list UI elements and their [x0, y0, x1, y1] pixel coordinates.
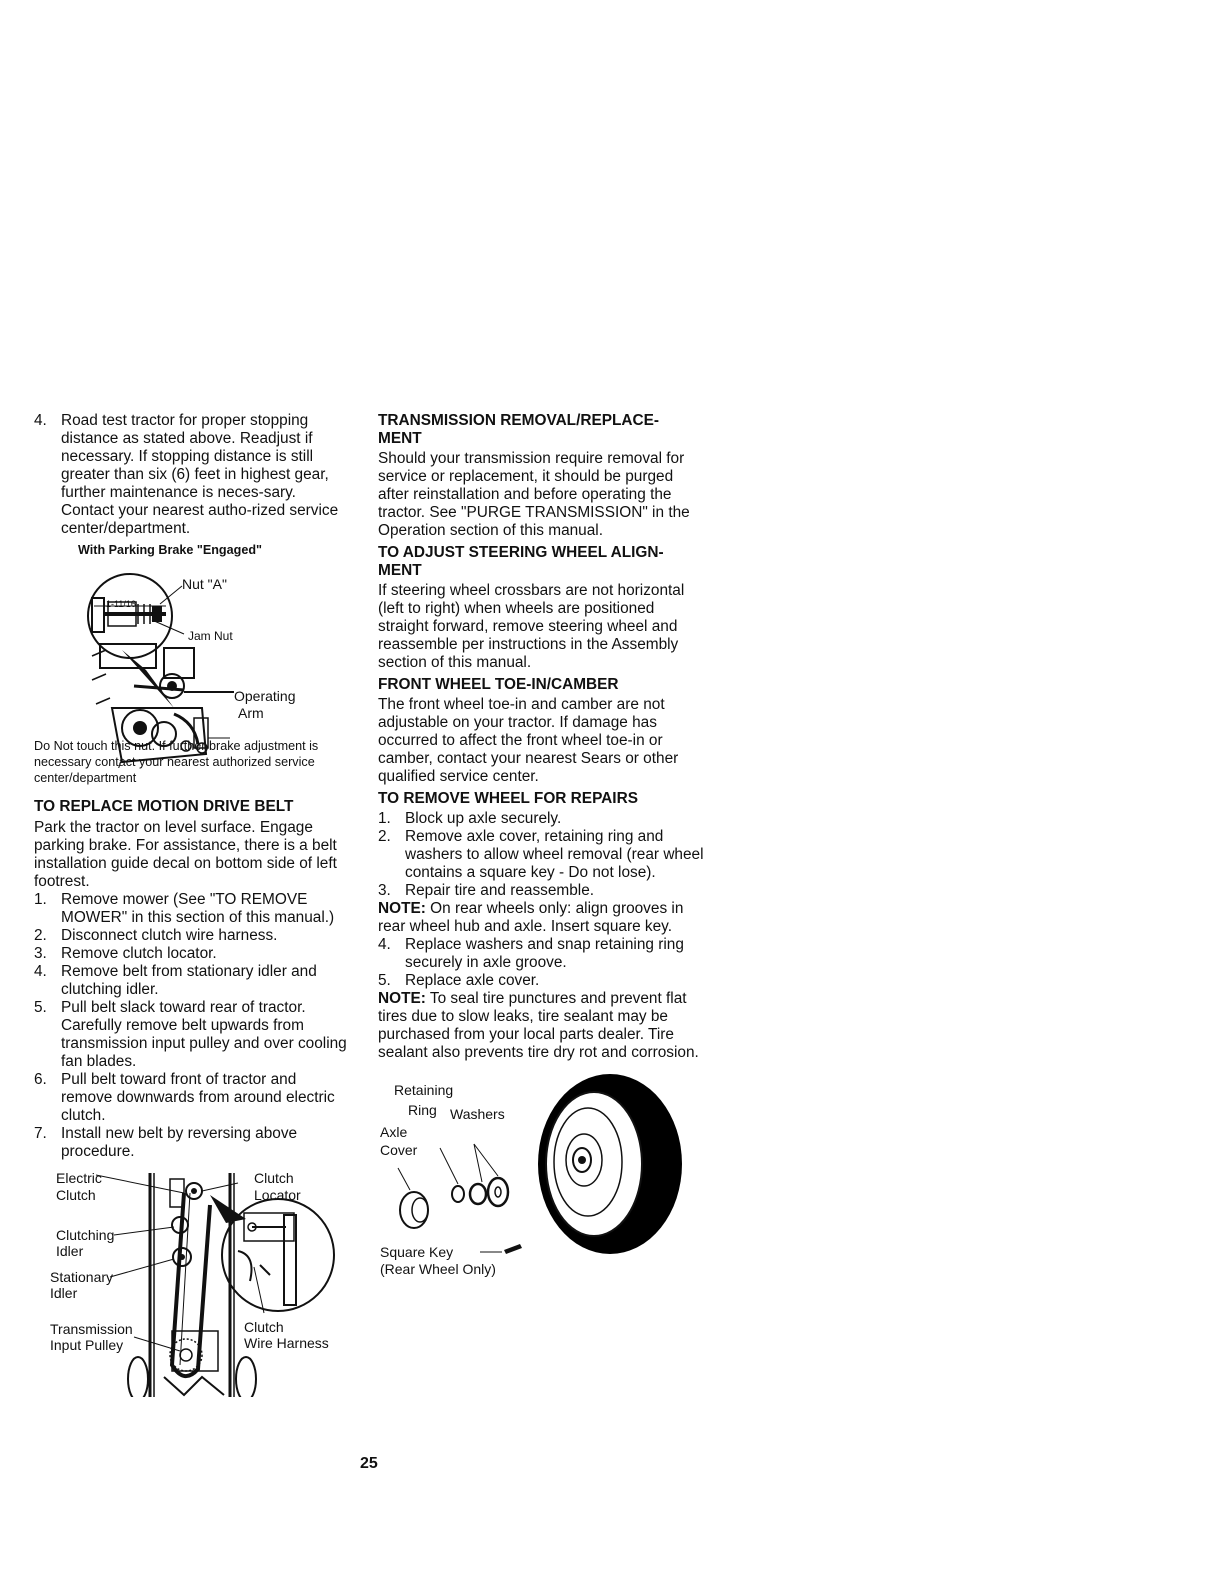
list-item: [34, 1071, 350, 1125]
section-intro: Park the tractor on level surface. Engage parking brake. For assistance, there is a belt installation guide decal on bottom side of left footrest.: [34, 819, 337, 890]
belt-steps: [34, 891, 350, 1161]
wheel-figure: [378, 1064, 704, 1277]
section-heading: FRONT WHEEL TOE-IN/CAMBER: [378, 676, 619, 693]
dimension-label: 1-11/16: [106, 599, 136, 609]
step-text: Block up axle securely.: [405, 810, 562, 827]
rear-wheel-only-label: (Rear Wheel Only): [380, 1261, 496, 1277]
brake-steps: [34, 412, 350, 538]
step-number: 3.: [378, 882, 391, 899]
list-item: [378, 936, 704, 972]
list-item: [378, 810, 704, 828]
stationary-label: Stationary: [50, 1269, 114, 1285]
wheel-steps: [378, 936, 704, 990]
section-heading: TO ADJUST STEERING WHEEL ALIGN-: [378, 544, 664, 561]
list-item: [34, 412, 350, 538]
step-text: Remove mower (See "TO REMOVE MOWER" in this section of this manual.): [61, 891, 335, 926]
step-text: Install new belt by reversing above procedure.: [61, 1125, 298, 1160]
figure-caption: With Parking Brake "Engaged": [78, 543, 262, 557]
list-item: [378, 972, 704, 990]
note-label: NOTE:: [378, 900, 426, 917]
input-pulley-label: Input Pulley: [50, 1337, 124, 1353]
right-column: [378, 412, 704, 1277]
note-text: On rear wheels only: align grooves in rear wheel hub and axle. Insert square key.: [378, 900, 684, 935]
list-item: [34, 927, 350, 945]
step-number: 3.: [34, 945, 47, 962]
list-item: [378, 882, 704, 900]
note-text: To seal tire punctures and prevent flat tires due to slow leaks, tire sealant may be purchased from your local parts dealer. Tire sealant also prevents tire dry rot and corrosion.: [378, 990, 699, 1061]
step-number: 2.: [378, 828, 391, 845]
clutching-idler-label: Idler: [56, 1243, 84, 1259]
stationary-idler-label: Idler: [50, 1285, 78, 1301]
step-text: Pull belt toward front of tractor and remove downwards from around electric clutch.: [61, 1071, 335, 1124]
cover-label: Cover: [380, 1142, 418, 1158]
brake-note: Do Not touch this nut. If further brake adjustment is necessary contact your nearest authorized service center/department: [34, 739, 319, 785]
ring-label: Ring: [408, 1102, 437, 1118]
brake-adjustment-figure: [34, 558, 350, 768]
page-number: 25: [360, 1455, 378, 1472]
step-number: 4.: [34, 963, 47, 980]
arm-label: Arm: [238, 705, 264, 721]
electric-label: Electric: [56, 1170, 102, 1186]
step-text: Disconnect clutch wire harness.: [61, 927, 278, 944]
retaining-label: Retaining: [394, 1082, 454, 1098]
step-number: 5.: [34, 999, 47, 1016]
note-paragraph: [378, 990, 704, 1062]
clutch-locator-label-1: Clutch: [254, 1170, 294, 1186]
clutching-label: Clutching: [56, 1227, 115, 1243]
section-heading-cont: MENT: [378, 430, 422, 447]
list-item: [34, 963, 350, 999]
step-number: 7.: [34, 1125, 47, 1142]
step-number: 2.: [34, 927, 47, 944]
wheel-steps: [378, 810, 704, 900]
step-text: Remove clutch locator.: [61, 945, 217, 962]
clutch-label: Clutch: [56, 1187, 96, 1203]
section-heading: TRANSMISSION REMOVAL/REPLACE-: [378, 412, 660, 429]
step-number: 4.: [34, 412, 47, 429]
clutch-wire-label-1: Clutch: [244, 1319, 284, 1335]
note-label: NOTE:: [378, 990, 426, 1007]
step-text: Pull belt slack toward rear of tractor. Carefully remove belt upwards from transmission input pulley and over cooling fan blades.: [61, 999, 347, 1070]
clutch-wire-label-2: Wire Harness: [244, 1335, 329, 1351]
clutch-locator-label-2: Locator: [254, 1187, 301, 1203]
belt-routing-figure: [34, 1165, 350, 1397]
step-text: Remove axle cover, retaining ring and washers to allow wheel removal (rear wheel contains a square key - Do not lose).: [405, 828, 704, 881]
note-paragraph: [378, 900, 704, 936]
washers-label: Washers: [450, 1106, 505, 1122]
list-item: [34, 891, 350, 927]
jam-nut-label: Jam Nut: [188, 629, 233, 643]
list-item: [378, 828, 704, 882]
step-text: Remove belt from stationary idler and clutching idler.: [61, 963, 317, 998]
left-column: [34, 412, 350, 1397]
step-text: Road test tractor for proper stopping distance as stated above. Readjust if necessary. If stopping distance is still greater than six (6) feet in highest gear, further maintenance is neces-sary. Contact your nearest autho-rized service center/department.: [61, 412, 339, 537]
operating-label: Operating: [234, 688, 296, 704]
step-number: 6.: [34, 1071, 47, 1088]
section-body: Should your transmission require removal for service or replacement, it should be purged after reinstallation and before operating the tractor. See "PURGE TRANSMISSION" in the Operation section of this manual.: [378, 450, 690, 539]
section-heading-cont: MENT: [378, 562, 422, 579]
square-key-label: Square Key: [380, 1244, 454, 1260]
section-heading: TO REMOVE WHEEL FOR REPAIRS: [378, 790, 638, 807]
step-number: 5.: [378, 972, 391, 989]
section-body: The front wheel toe-in and camber are not adjustable on your tractor. If damage has occurred to affect the front wheel toe-in or camber, contact your nearest Sears or other qualified service center.: [378, 696, 679, 785]
step-text: Replace axle cover.: [405, 972, 540, 989]
step-number: 1.: [34, 891, 47, 908]
axle-label: Axle: [380, 1124, 408, 1140]
section-body: If steering wheel crossbars are not horizontal (left to right) when wheels are positioned straight forward, remove steering wheel and reassemble per instructions in the Assembly section of this manual.: [378, 582, 685, 671]
list-item: [34, 1125, 350, 1161]
section-heading: TO REPLACE MOTION DRIVE BELT: [34, 798, 294, 815]
step-text: Replace washers and snap retaining ring securely in axle groove.: [405, 936, 684, 971]
nut-a-label: Nut "A": [182, 576, 227, 592]
list-item: [34, 945, 350, 963]
transmission-label: Transmission: [50, 1321, 133, 1337]
step-number: 1.: [378, 810, 391, 827]
list-item: [34, 999, 350, 1071]
step-text: Repair tire and reassemble.: [405, 882, 595, 899]
step-number: 4.: [378, 936, 391, 953]
